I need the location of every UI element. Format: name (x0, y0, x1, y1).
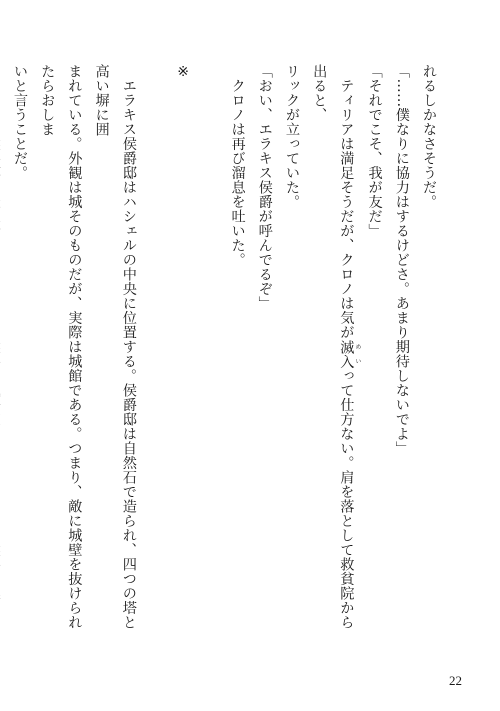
text-line: エラキス侯爵邸はハシェルの中央に位置する。侯爵邸は自然石で造られ、四つの塔と高い塀に囲 (93, 64, 137, 630)
section-separator: ※ (175, 64, 192, 81)
text-line (0, 64, 6, 634)
ruby-word: 滅入 めい (338, 339, 361, 369)
text-line: 「おい、エラキス侯爵が呼んでるぞ」 (256, 64, 273, 311)
text-line (305, 64, 360, 634)
text-line: クロノは再び溜息を吐いた。 (229, 64, 246, 267)
text-line: 「それでこそ、我が友だ」 (366, 64, 383, 238)
blank-line (196, 64, 223, 634)
vertical-text-body (0, 64, 442, 634)
line-part: ティリアは満足そうだが、クロノは気が (338, 64, 355, 340)
page-number: 22 (449, 673, 462, 688)
blank-line (142, 64, 169, 634)
text-line: れるしかなさそうだ。 (421, 64, 437, 209)
line-part: って仕方ない。肩を落として救貧院から出ると、 (311, 64, 355, 630)
text-line: 「……僕なりに協力はするけどさ。あまり期待しないでよ」 (393, 64, 410, 456)
text-line: いと言うことだ。 (11, 64, 28, 180)
ruby-reading: めい (353, 339, 361, 369)
text-line: まれている。外観は城そのものだが、実際は城館である。つまり、敵に城壁を抜けられたらおしま (39, 64, 83, 630)
text-line: リックが立っていた。 (283, 64, 300, 209)
